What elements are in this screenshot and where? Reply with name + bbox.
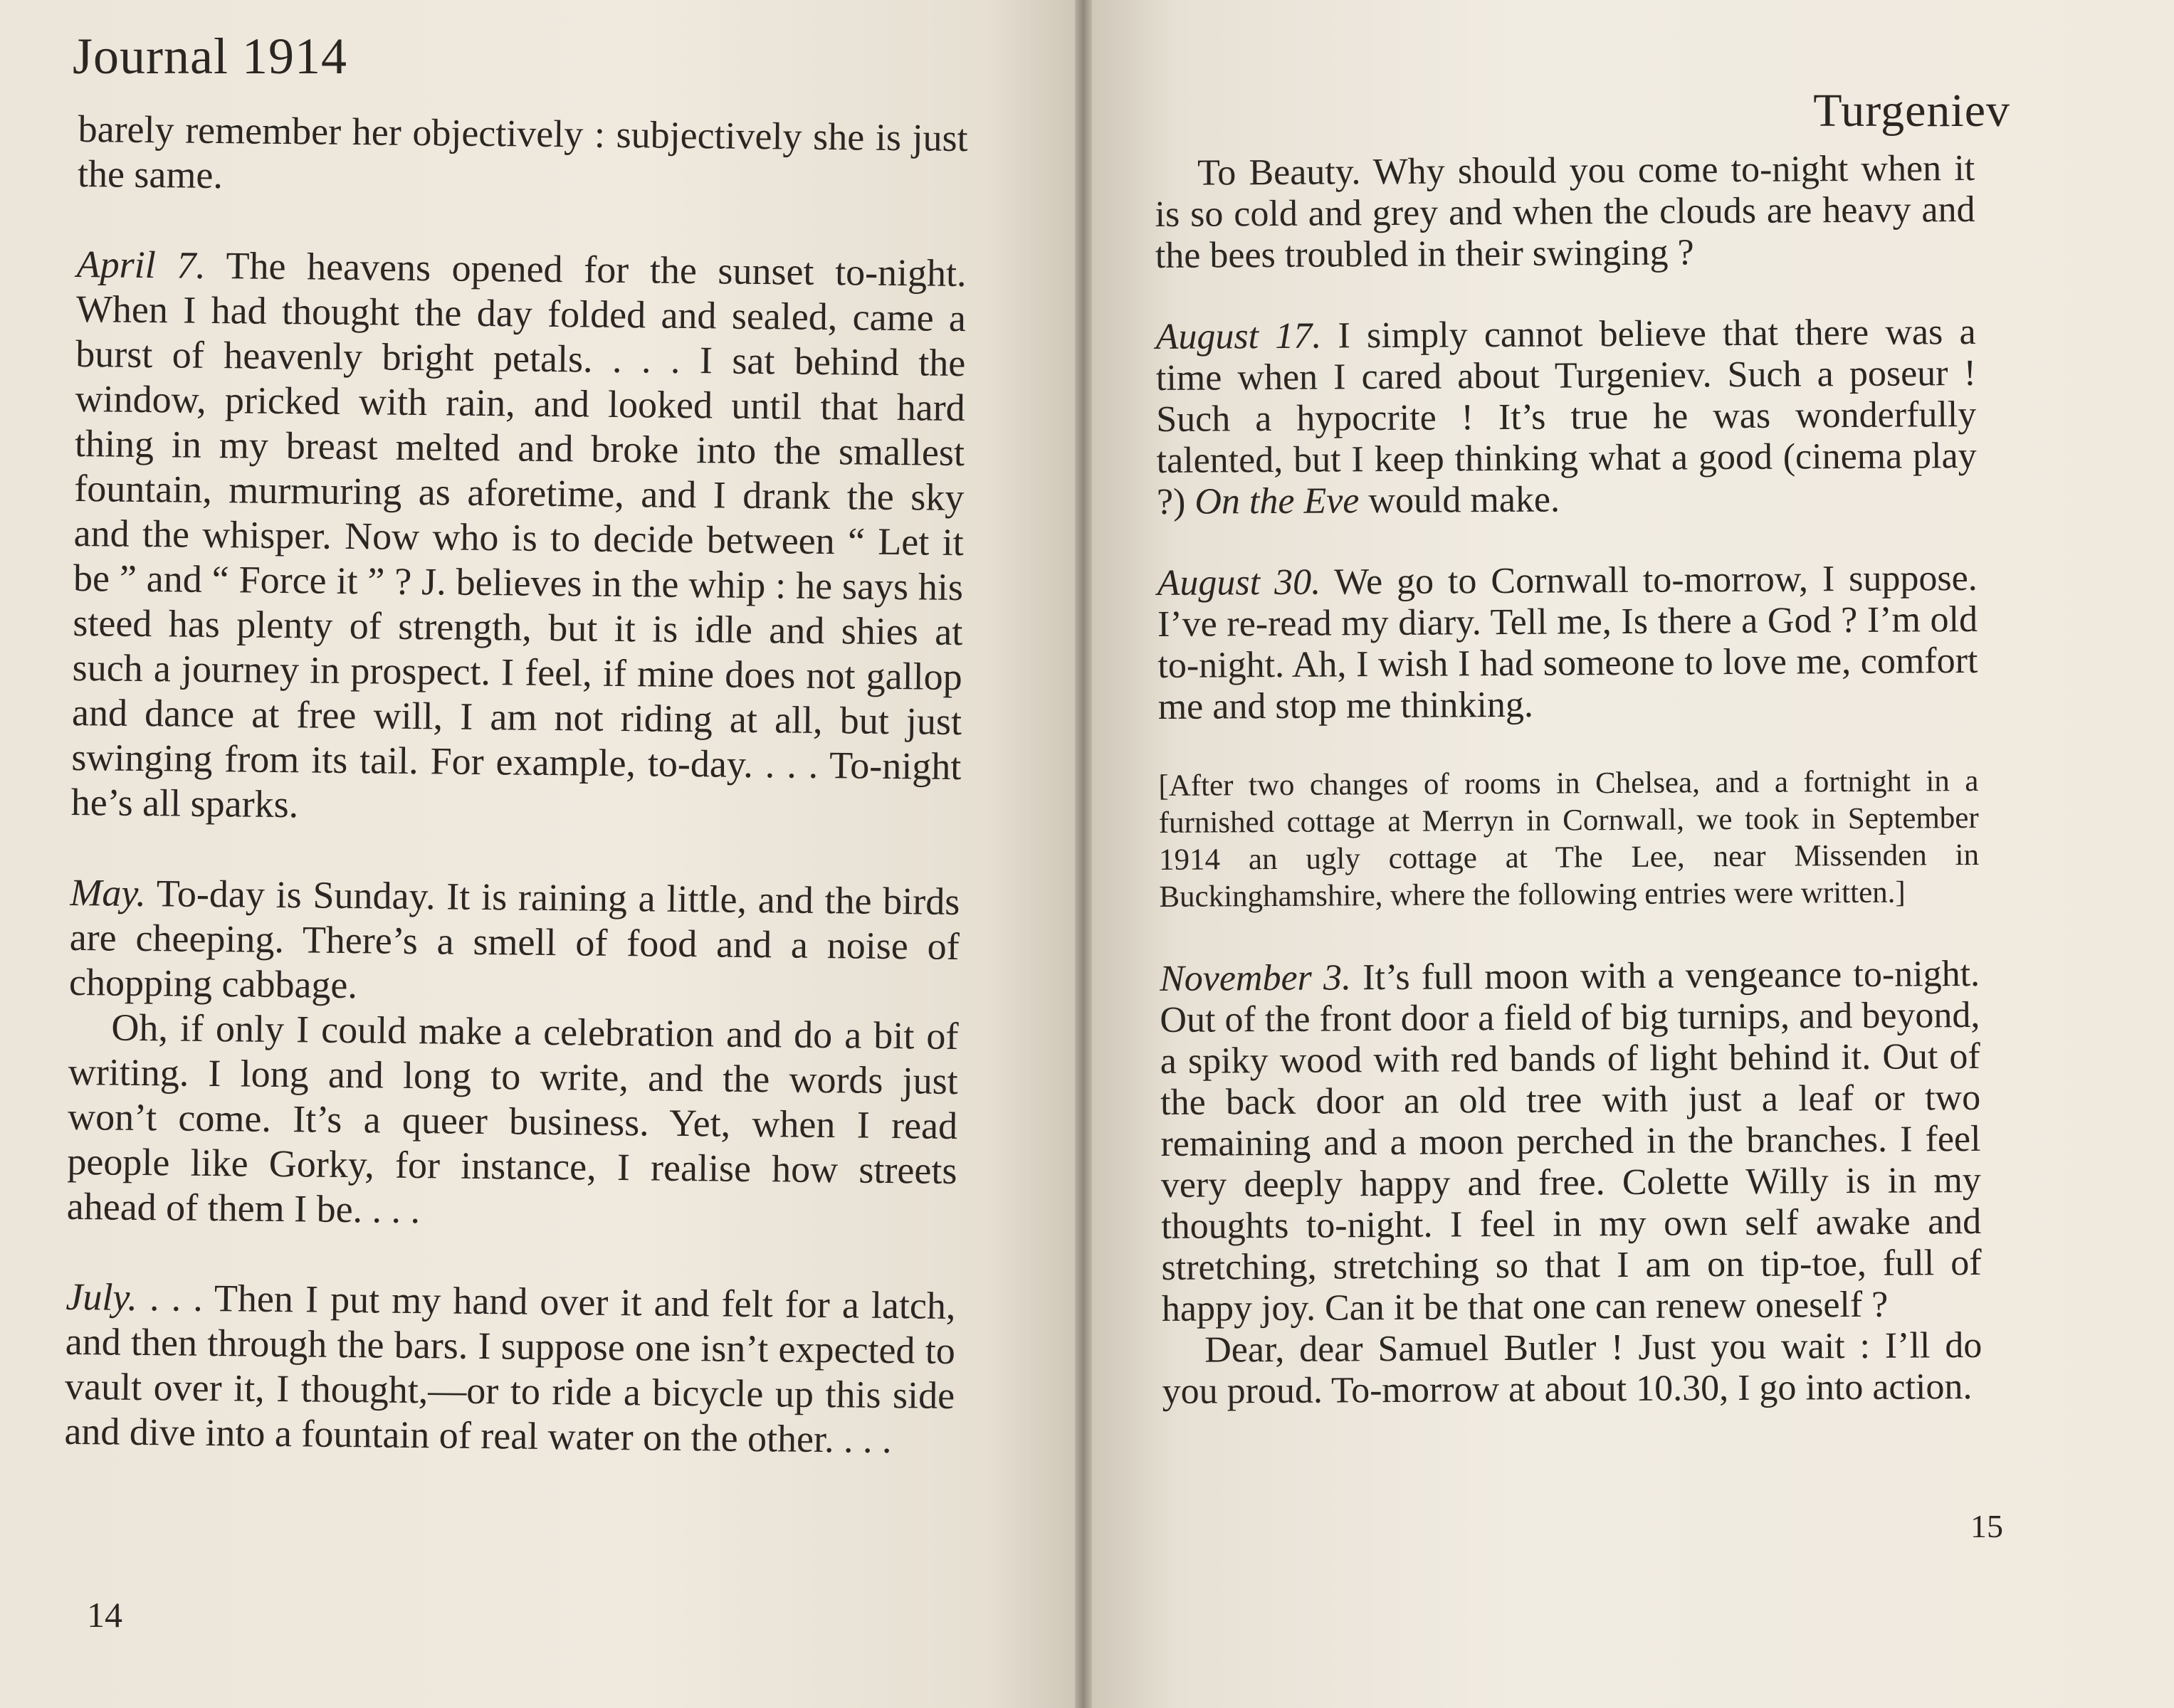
continuation-paragraph: barely remember her objectively : subjectively she is just the same. (77, 107, 968, 197)
entry-date: August 30. (1157, 562, 1321, 603)
book-title: On the Eve (1194, 480, 1360, 522)
book-gutter (1075, 0, 1092, 1708)
page-number-right: 15 (1970, 1508, 2003, 1544)
entry-date: May. (70, 870, 147, 915)
entry-text: I simply cannot believe that there was a time when I cared about Turgeniev. Such a poseur ! Such a hypocrite ! It’s true he was wonderfully talented, but I keep thinking what a good (cinema play ?) (1155, 311, 1977, 522)
entry-date: August 17. (1155, 315, 1322, 357)
opening-paragraph: To Beauty. Why should you come to-night when it is so cold and grey and when the clouds are heavy and the bees troubled in their swinging ? (1155, 147, 1975, 276)
editorial-note: [After two changes of rooms in Chelsea, and a fortnight in a furnished cottage at Merryn in Cornwall, we took in September 1914 an ugly cottage at The Lee, near Missenden in Buckinghamshire, where the following entries were written.] (1158, 764, 1980, 914)
entry-text: The heavens opened for the sunset to-night. When I had thought the day folded and sealed, came a burst of heavenly bright petals. . . . I sat behind the window, pricked with rain, and looked until that hard thing in my breast melted and broke into the smallest fountain, murmuring as aforetime, and I drank the sky and the whisper. Now who is to decide between “ Let it be ” and “ Force it ” ? J. believes in the whip : he says his steed has plenty of strength, but it is idle and shies at such a journey in prospect. I feel, if mine does not gallop and dance at free will, I am not riding at all, but just swinging from its tail. For example, to-day. . . . To-night he’s all sparks. (70, 244, 967, 826)
left-page (0, 0, 1075, 1708)
running-head-left: Journal 1914 (73, 28, 347, 85)
journal-entry-august-30 (1157, 558, 1978, 728)
journal-entry-may (66, 870, 960, 1238)
journal-entry-july (64, 1275, 956, 1463)
entry-date: November 3. (1159, 957, 1352, 999)
entry-date: July. (65, 1275, 138, 1319)
journal-entry-november-3 (1160, 954, 1983, 1413)
page-number-left: 14 (87, 1595, 122, 1635)
running-head-right: Turgeniev (1813, 85, 2010, 137)
entry-first-paragraph (1160, 954, 1982, 1330)
entry-first-paragraph (69, 870, 960, 1014)
journal-entry-august-17 (1155, 312, 1977, 523)
entry-text-end: would make. (1368, 479, 1560, 522)
entry-text: To-day is Sunday. It is raining a little, and the birds are cheeping. There’s a smell of food and a noise of chopping cabbage. (68, 872, 960, 1007)
right-page-body (1155, 148, 1983, 1453)
entry-text: We go to Cornwall to-morrow, I suppose. I’ve re-read my diary. Tell me, Is there a God ? I’m old to-night. Ah, I wish I had someone to love me, comfort me and stop me thinking. (1157, 557, 1978, 727)
left-page-body (64, 107, 968, 1509)
entry-date: April 7. (76, 242, 206, 287)
entry-second-paragraph: Dear, dear Samuel Butler ! Just you wait : I’ll do you proud. To-morrow at about 10.30, I go into action. (1162, 1324, 1983, 1412)
entry-text: It’s full moon with a vengeance to-night. Out of the front door a field of big turnips, and beyond, a spiky wood with red bands of light behind it. Out of the back door an old tree with just a leaf or two remaining and a moon perched in the branches. I feel very deeply happy and free. Colette Willy is in my thoughts to-night. I feel in my own self awake and stretching, stretching so that I am on tip-toe, full of happy joy. Can it be that one can renew oneself ? (1160, 953, 1982, 1329)
entry-second-paragraph: Oh, if only I could make a celebration and do a bit of writing. I long and long to write, and the words just won’t come. It’s a queer business. Yet, when I read people like Gorky, for instance, I realise how streets ahead of them I be. . . . (66, 1006, 959, 1232)
entry-text: . . . Then I put my hand over it and felt for a latch, and then through the bars. I suppose one isn’t expected to vault over it, I thought,—or to ride a bicycle up this side and dive into a fountain of real water on the other. . . . (64, 1276, 956, 1462)
right-page (1092, 0, 2174, 1708)
journal-entry-april-7 (70, 242, 967, 834)
